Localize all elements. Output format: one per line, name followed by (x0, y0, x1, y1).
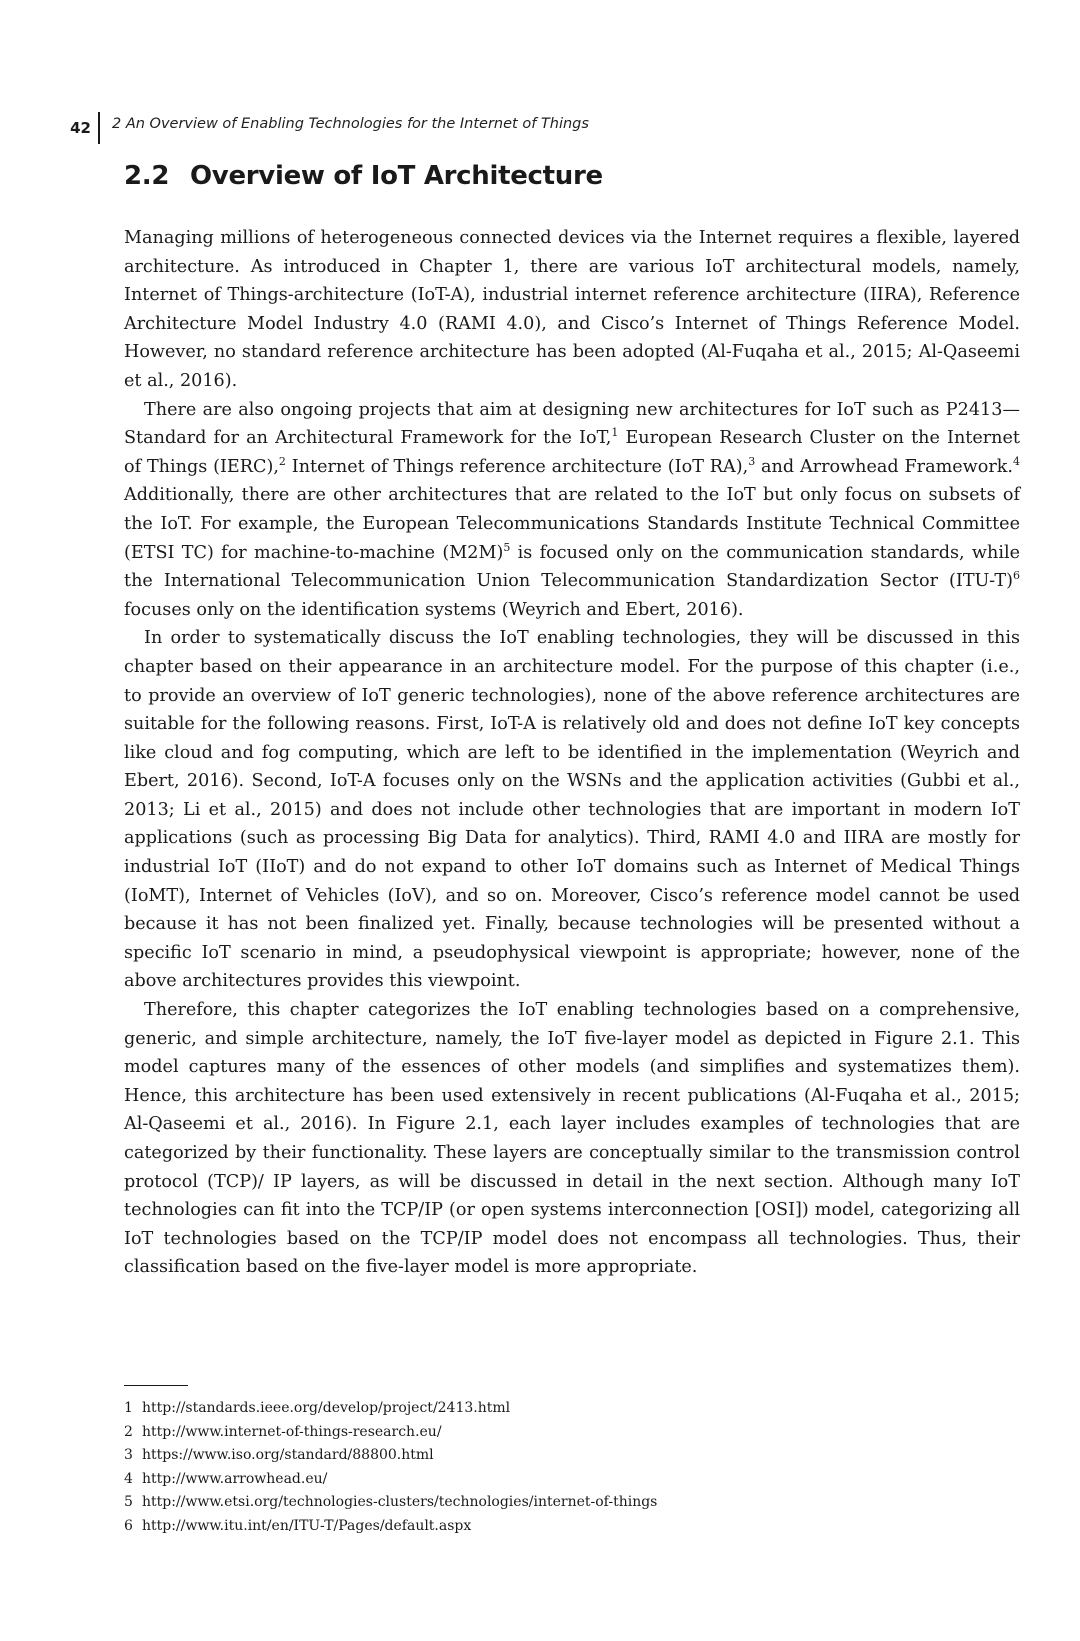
running-head (60, 104, 589, 136)
paragraph-1: Managing millions of heterogeneous connected devices via the Internet requires a flexible, layered architecture. As introduced in Chapter 1, there are various IoT architectural models, namely, Internet of Things-architecture (IoT-A), industrial internet reference architecture (IIRA), Reference Architecture Model Industry 4.0 (RAMI 4.0), and Cisco’s Internet of Things Reference Model. However, no standard reference architecture has been adopted (Al-Fuqaha et al., 2015; Al-Qaseemi et al., 2016). (124, 228, 1020, 391)
footnote-1 (124, 1397, 657, 1421)
paragraph-2-text: focuses only on the identification systems (Weyrich and Ebert, 2016). (124, 599, 744, 620)
paragraph-2-text: and Arrowhead Framework. (755, 456, 1013, 477)
footnote-number: 2 (124, 1423, 133, 1440)
footnote-ref-5[interactable]: 5 (503, 540, 511, 554)
section-title: Overview of IoT Architecture (190, 161, 603, 191)
footnote-ref-2[interactable]: 2 (278, 454, 286, 468)
paragraph-2-text: There are also ongoing projects that aim at designing new architectures for IoT such as P2413—Standard for an Architectural Framework for the IoT, (124, 399, 1020, 449)
footnote-ref-1[interactable]: 1 (611, 426, 619, 440)
section-heading (124, 160, 603, 192)
footnote-2 (124, 1421, 657, 1445)
footnote-6 (124, 1515, 657, 1539)
section-number: 2.2 (124, 161, 170, 191)
footnote-link[interactable]: https://www.iso.org/standard/88800.html (142, 1447, 434, 1463)
paragraph-2-text: Additionally, there are other architectures that are related to the IoT but only focus on subsets of the IoT. For example, the European Telecommunications Standards Institute Technical Committee (ETSI TC) for machine-to-machine (M2M) (124, 485, 1020, 563)
footnote-number: 3 (124, 1447, 133, 1463)
footnote-number: 1 (124, 1400, 133, 1416)
footnote-5 (124, 1491, 657, 1515)
footnote-divider (124, 1385, 188, 1386)
footnote-link[interactable]: http://www.etsi.org/technologies-clusters/technologies/internet-of-things (142, 1494, 658, 1510)
footnote-number: 5 (124, 1494, 133, 1510)
footnote-4 (124, 1468, 657, 1492)
page-number: 42 (60, 112, 100, 144)
footnote-ref-4[interactable]: 4 (1012, 454, 1020, 468)
body-text (124, 224, 1020, 1282)
paragraph-2 (124, 396, 1020, 625)
footnote-ref-6[interactable]: 6 (1013, 569, 1020, 583)
paragraph-2-text: is focused only on the communication standards, while the International Telecommunication Union Telecommunication Standardization Sector (ITU-T) (124, 542, 1020, 592)
running-title: 2 An Overview of Enabling Technologies for the Internet of Things (112, 116, 589, 132)
footnote-3 (124, 1444, 657, 1468)
footnote-link[interactable]: http://www.arrowhead.eu/ (142, 1470, 328, 1487)
paragraph-4: Therefore, this chapter categorizes the IoT enabling technologies based on a comprehensive, generic, and simple architecture, namely, the IoT five-layer model as depicted in Figure 2.1. This model captures many of the essences of other models (and simplifies and systematizes them). Hence, this architecture has been used extensively in recent publications (Al-Fuqaha et al., 2015; Al-Qaseemi et al., 2016). In Figure 2.1, each layer includes examples of technologies that are categorized by their functionality. These layers are conceptually similar to the transmission control protocol (TCP)/ IP layers, as will be discussed in detail in the next section. Although many IoT technologies can fit into the TCP/IP (or open systems interconnection [OSI]) model, categorizing all IoT technologies based on the TCP/IP model does not encompass all technologies. Thus, their classification based on the five-layer model is more appropriate. (124, 1000, 1020, 1278)
footnote-link[interactable]: http://www.internet-of-things-research.eu/ (142, 1423, 442, 1440)
footnote-link[interactable]: http://standards.ieee.org/develop/project/2413.html (142, 1400, 511, 1416)
footnote-ref-3[interactable]: 3 (748, 454, 756, 468)
paragraph-3: In order to systematically discuss the IoT enabling technologies, they will be discussed in this chapter based on their appearance in an architecture model. For the purpose of this chapter (i.e., to provide an overview of IoT generic technologies), none of the above reference architectures are suitable for the following reasons. First, IoT-A is relatively old and does not define IoT key concepts like cloud and fog computing, which are left to be identified in the implementation (Weyrich and Ebert, 2016). Second, IoT-A focuses only on the WSNs and the application activities (Gubbi et al., 2013; Li et al., 2015) and does not include other technologies that are important in modern IoT applications (such as processing Big Data for analytics). Third, RAMI 4.0 and IIRA are mostly for industrial IoT (IIoT) and do not expand to other IoT domains such as Internet of Medical Things (IoMT), Internet of Vehicles (IoV), and so on. Moreover, Cisco’s reference model cannot be used because it has not been finalized yet. Finally, because technologies will be presented without a specific IoT scenario in mind, a pseudophysical viewpoint is appropriate; however, none of the above architectures provides this viewpoint. (124, 628, 1020, 992)
footnote-number: 6 (124, 1517, 133, 1534)
footnote-number: 4 (124, 1470, 133, 1487)
footnotes (124, 1397, 657, 1538)
footnote-link[interactable]: http://www.itu.int/en/ITU-T/Pages/default.aspx (142, 1517, 472, 1534)
paragraph-2-text: European Research Cluster on the Internet of Things (IERC), (124, 428, 1020, 477)
paragraph-2-text: Internet of Things reference architecture (IoT RA), (285, 456, 749, 477)
